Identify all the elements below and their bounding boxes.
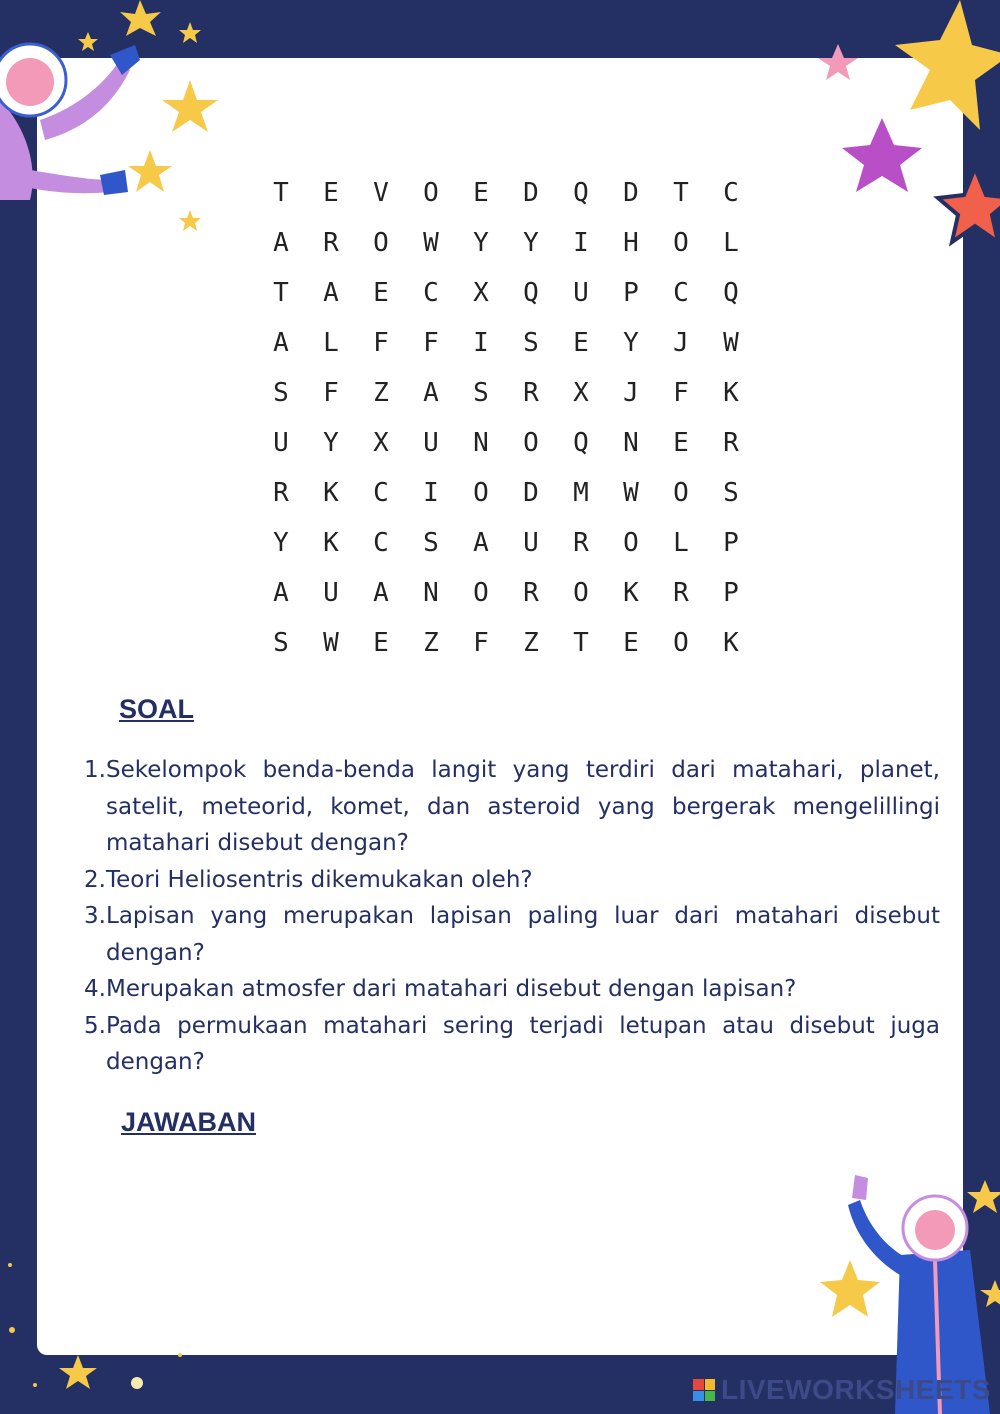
grid-letter: T: [273, 178, 289, 208]
grid-letter: Y: [523, 228, 539, 258]
grid-letter: W: [323, 628, 339, 658]
star-icon: [128, 150, 172, 192]
grid-letter: A: [323, 278, 339, 308]
stars-bottom-left-illustration: [0, 1245, 200, 1414]
grid-letter: U: [273, 428, 289, 458]
grid-letter: T: [273, 278, 289, 308]
question-item: [80, 898, 940, 971]
star-icon: [179, 22, 201, 43]
grid-letter: V: [373, 178, 389, 208]
grid-letter: W: [423, 228, 439, 258]
grid-letter: S: [523, 328, 539, 358]
grid-letter: J: [673, 328, 689, 358]
grid-letter: C: [673, 278, 689, 308]
grid-letter: Z: [523, 628, 539, 658]
star-icon: [59, 1355, 97, 1389]
soal-heading: SOAL: [119, 694, 195, 724]
grid-letter: X: [373, 428, 389, 458]
grid-letter: A: [273, 328, 289, 358]
grid-letter: L: [673, 528, 689, 558]
grid-letter: U: [423, 428, 439, 458]
grid-letter: U: [323, 578, 339, 608]
star-icon: [980, 1280, 1000, 1307]
grid-letter: C: [723, 178, 739, 208]
grid-letter: R: [273, 478, 289, 508]
grid-letter: A: [473, 528, 489, 558]
astronaut-top-left-illustration: [0, 0, 230, 240]
grid-letter: Z: [373, 378, 389, 408]
grid-letter: X: [573, 378, 589, 408]
question-number: 4.: [84, 976, 106, 1002]
grid-letter: M: [573, 478, 589, 508]
grid-letter: S: [723, 478, 739, 508]
grid-letter: C: [373, 528, 389, 558]
grid-letter: Y: [273, 528, 289, 558]
logo-icon: [693, 1379, 715, 1401]
grid-letter: O: [373, 228, 389, 258]
grid-letter: E: [473, 178, 489, 208]
star-icon: [120, 0, 161, 36]
grid-letter: Z: [423, 628, 439, 658]
grid-letter: O: [423, 178, 439, 208]
grid-letter: R: [523, 378, 539, 408]
grid-letter: Y: [323, 428, 339, 458]
grid-letter: L: [723, 228, 739, 258]
grid-letter: K: [723, 378, 739, 408]
word-search-grid: [256, 168, 756, 668]
star-icon: [818, 44, 858, 80]
jawaban-heading: JAWABAN: [121, 1107, 257, 1137]
grid-letter: R: [573, 528, 589, 558]
grid-letter: U: [523, 528, 539, 558]
grid-letter: A: [273, 228, 289, 258]
grid-letter: K: [323, 528, 339, 558]
grid-letter: F: [473, 628, 489, 658]
grid-letter: S: [273, 628, 289, 658]
question-item: [80, 752, 940, 862]
grid-letter: O: [523, 428, 539, 458]
grid-letter: Y: [623, 328, 639, 358]
grid-letter: O: [623, 528, 639, 558]
grid-letter: P: [723, 578, 739, 608]
grid-letter: W: [723, 328, 739, 358]
star-icon: [162, 80, 218, 132]
question-number: 1.: [84, 757, 106, 783]
star-icon: [938, 168, 1000, 242]
star-icon: [967, 1180, 1000, 1213]
grid-letter: K: [623, 578, 639, 608]
grid-letter: O: [473, 478, 489, 508]
question-text: Lapisan yang merupakan lapisan paling luar dari matahari disebut dengan?: [106, 903, 940, 966]
grid-letter: R: [673, 578, 689, 608]
grid-letter: L: [323, 328, 339, 358]
star-icon: [820, 1260, 880, 1317]
grid-letter: X: [473, 278, 489, 308]
grid-letter: A: [273, 578, 289, 608]
grid-letter: O: [573, 578, 589, 608]
question-number: 3.: [84, 903, 106, 929]
grid-letter: O: [473, 578, 489, 608]
grid-letter: D: [523, 178, 539, 208]
grid-letter: A: [373, 578, 389, 608]
liveworksheets-logo: [693, 1374, 991, 1406]
grid-letter: A: [423, 378, 439, 408]
grid-letter: S: [273, 378, 289, 408]
grid-letter: U: [573, 278, 589, 308]
grid-letter: W: [623, 478, 639, 508]
grid-letter: K: [323, 478, 339, 508]
grid-letter: Q: [523, 278, 539, 308]
grid-letter: Q: [573, 428, 589, 458]
grid-letter: R: [523, 578, 539, 608]
grid-letter: F: [373, 328, 389, 358]
grid-letter: E: [323, 178, 339, 208]
grid-letter: C: [423, 278, 439, 308]
grid-letter: F: [423, 328, 439, 358]
grid-letter: R: [323, 228, 339, 258]
grid-letter: N: [473, 428, 489, 458]
grid-letter: D: [523, 478, 539, 508]
grid-letter: J: [623, 378, 639, 408]
question-number: 2.: [84, 866, 106, 893]
question-item: [80, 1008, 940, 1081]
question-text: Merupakan atmosfer dari matahari disebut dengan lapisan?: [106, 976, 797, 1002]
grid-letter: E: [623, 628, 639, 658]
grid-letter: Q: [723, 278, 739, 308]
grid-letter: N: [623, 428, 639, 458]
star-icon: [895, 0, 1000, 130]
grid-letter: I: [473, 328, 489, 358]
grid-letter: S: [473, 378, 489, 408]
question-item: [80, 971, 940, 1008]
grid-letter: F: [673, 378, 689, 408]
grid-letter: S: [423, 528, 439, 558]
star-icon: [842, 118, 922, 192]
logo-text: LIVEWORKSHEETS: [721, 1374, 991, 1405]
grid-letter: E: [673, 428, 689, 458]
grid-letter: O: [673, 628, 689, 658]
grid-letter: H: [623, 228, 639, 258]
grid-letter: T: [673, 178, 689, 208]
star-icon: [78, 32, 98, 51]
grid-letter: Y: [473, 228, 489, 258]
grid-letter: Q: [573, 178, 589, 208]
grid-letter: C: [373, 478, 389, 508]
question-item: [80, 862, 940, 899]
grid-letter: P: [623, 278, 639, 308]
grid-letter: I: [423, 478, 439, 508]
grid-letter: K: [723, 628, 739, 658]
grid-letter: T: [573, 628, 589, 658]
grid-letter: R: [723, 428, 739, 458]
grid-letter: I: [573, 228, 589, 258]
question-text: Sekelompok benda-benda langit yang terdiri dari matahari, planet, satelit, meteorid, komet, dan asteroid yang bergerak mengelillingi matahari disebut dengan?: [106, 757, 940, 856]
grid-letter: E: [373, 628, 389, 658]
grid-letter: D: [623, 178, 639, 208]
question-text: Pada permukaan matahari sering terjadi letupan atau disebut juga dengan?: [106, 1012, 940, 1075]
grid-letter: P: [723, 528, 739, 558]
stars-top-right-illustration: [800, 0, 1000, 260]
grid-letter: O: [673, 478, 689, 508]
grid-letter: N: [423, 578, 439, 608]
grid-letter: E: [373, 278, 389, 308]
question-text: Teori Heliosentris dikemukakan oleh?: [106, 866, 533, 893]
grid-letter: O: [673, 228, 689, 258]
question-number: 5.: [84, 1012, 106, 1039]
grid-letter: E: [573, 328, 589, 358]
grid-letter: F: [323, 378, 339, 408]
star-icon: [179, 210, 201, 231]
question-list: [80, 752, 940, 1081]
